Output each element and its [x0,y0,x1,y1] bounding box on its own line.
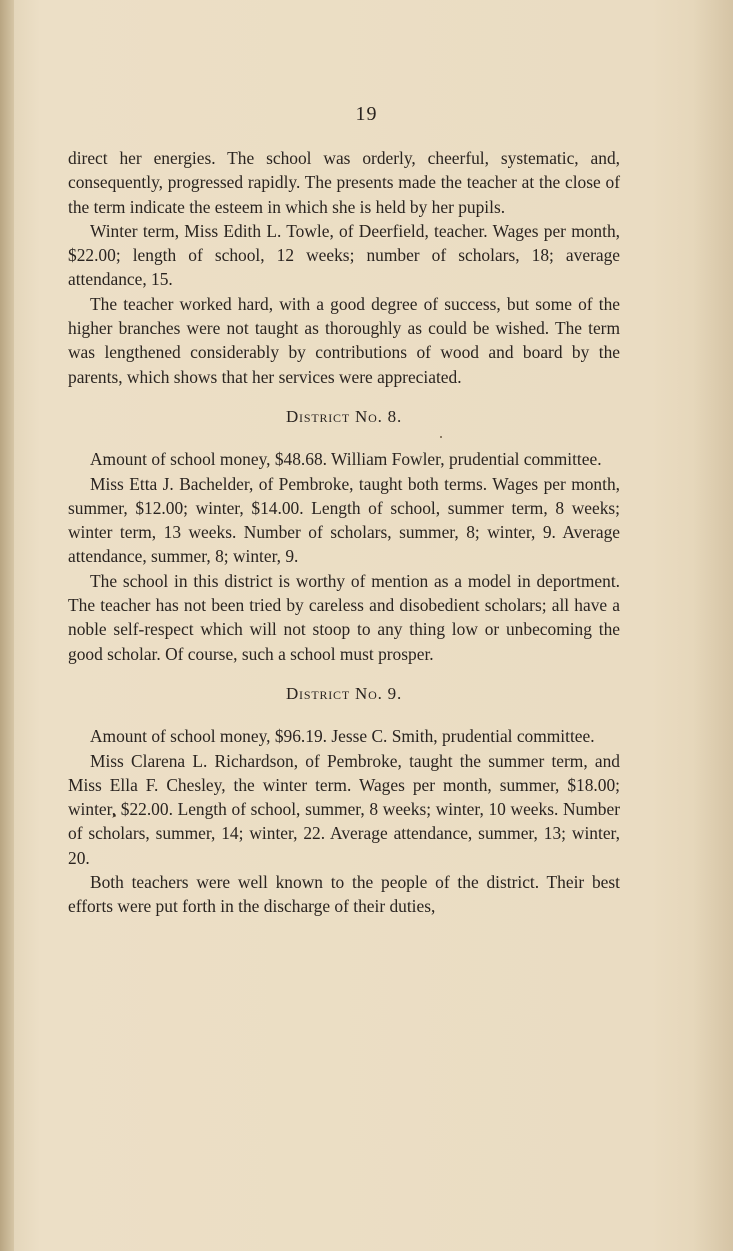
paragraph: Winter term, Miss Edith L. Towle, of Deerfield, teacher. Wages per month, $22.00; length of school, 12 weeks; number of scholars, 18; average attendance, 15. [68,220,620,290]
page-edge-shadow [693,0,733,1251]
paragraph: The teacher worked hard, with a good degree of success, but some of the higher branches were not taught as thoroughly as could be wished. The term was lengthened considerably by contributions of wood and board by the parents, which shows that her services were appreciated. [68,293,620,387]
paragraph: Amount of school money, $48.68. William Fowler, prudential committee. [90,449,602,470]
page-spine [0,0,14,1251]
district-heading-text: District No. 8. [285,406,403,426]
page-body [68,146,620,919]
district-heading [68,682,620,706]
district-heading-text: District No. 9. [285,683,403,703]
paragraph: Both teachers were well known to the people of the district. Their best efforts were put forth in the discharge of their duties, [68,872,620,917]
paragraph: Miss Clarena L. Richardson, of Pembroke, taught the summer term, and Miss Ella F. Chesley, the winter term. Wages per month, summer, $18.00; winter, $22.00. Length of school, summer, 8 weeks; winter, 10 weeks. Number of scholars, summer, 14; winter, 22. Average attendance, summer, 13; winter, 20. [68,750,620,868]
page-number: 19 [355,103,378,125]
paragraph: Miss Etta J. Bachelder, of Pembroke, taught both terms. Wages per month, summer, $12.00; winter, $14.00. Length of school, summer term, 8 weeks; winter term, 13 weeks. Number of scholars, summer, 8; winter, 9. Average attendance, summer, 8; winter, 9. [68,473,620,567]
paragraph: Amount of school money, $96.19. Jesse C. Smith, prudential committee. [90,726,595,747]
continued-paragraph: direct her energies. The school was orderly, cheerful, systematic, and, consequently, progressed rapidly. The presents made the teacher at the close of the term indicate the esteem in which she is held by her pupils. [68,148,620,217]
district-heading [68,405,620,429]
paragraph: The school in this district is worthy of mention as a model in deportment. The teacher has not been tried by careless and disobedient scholars; all have a noble self-respect which will not stoop to any thing low or unbecoming the good scholar. Of course, such a school must prosper. [68,570,620,664]
